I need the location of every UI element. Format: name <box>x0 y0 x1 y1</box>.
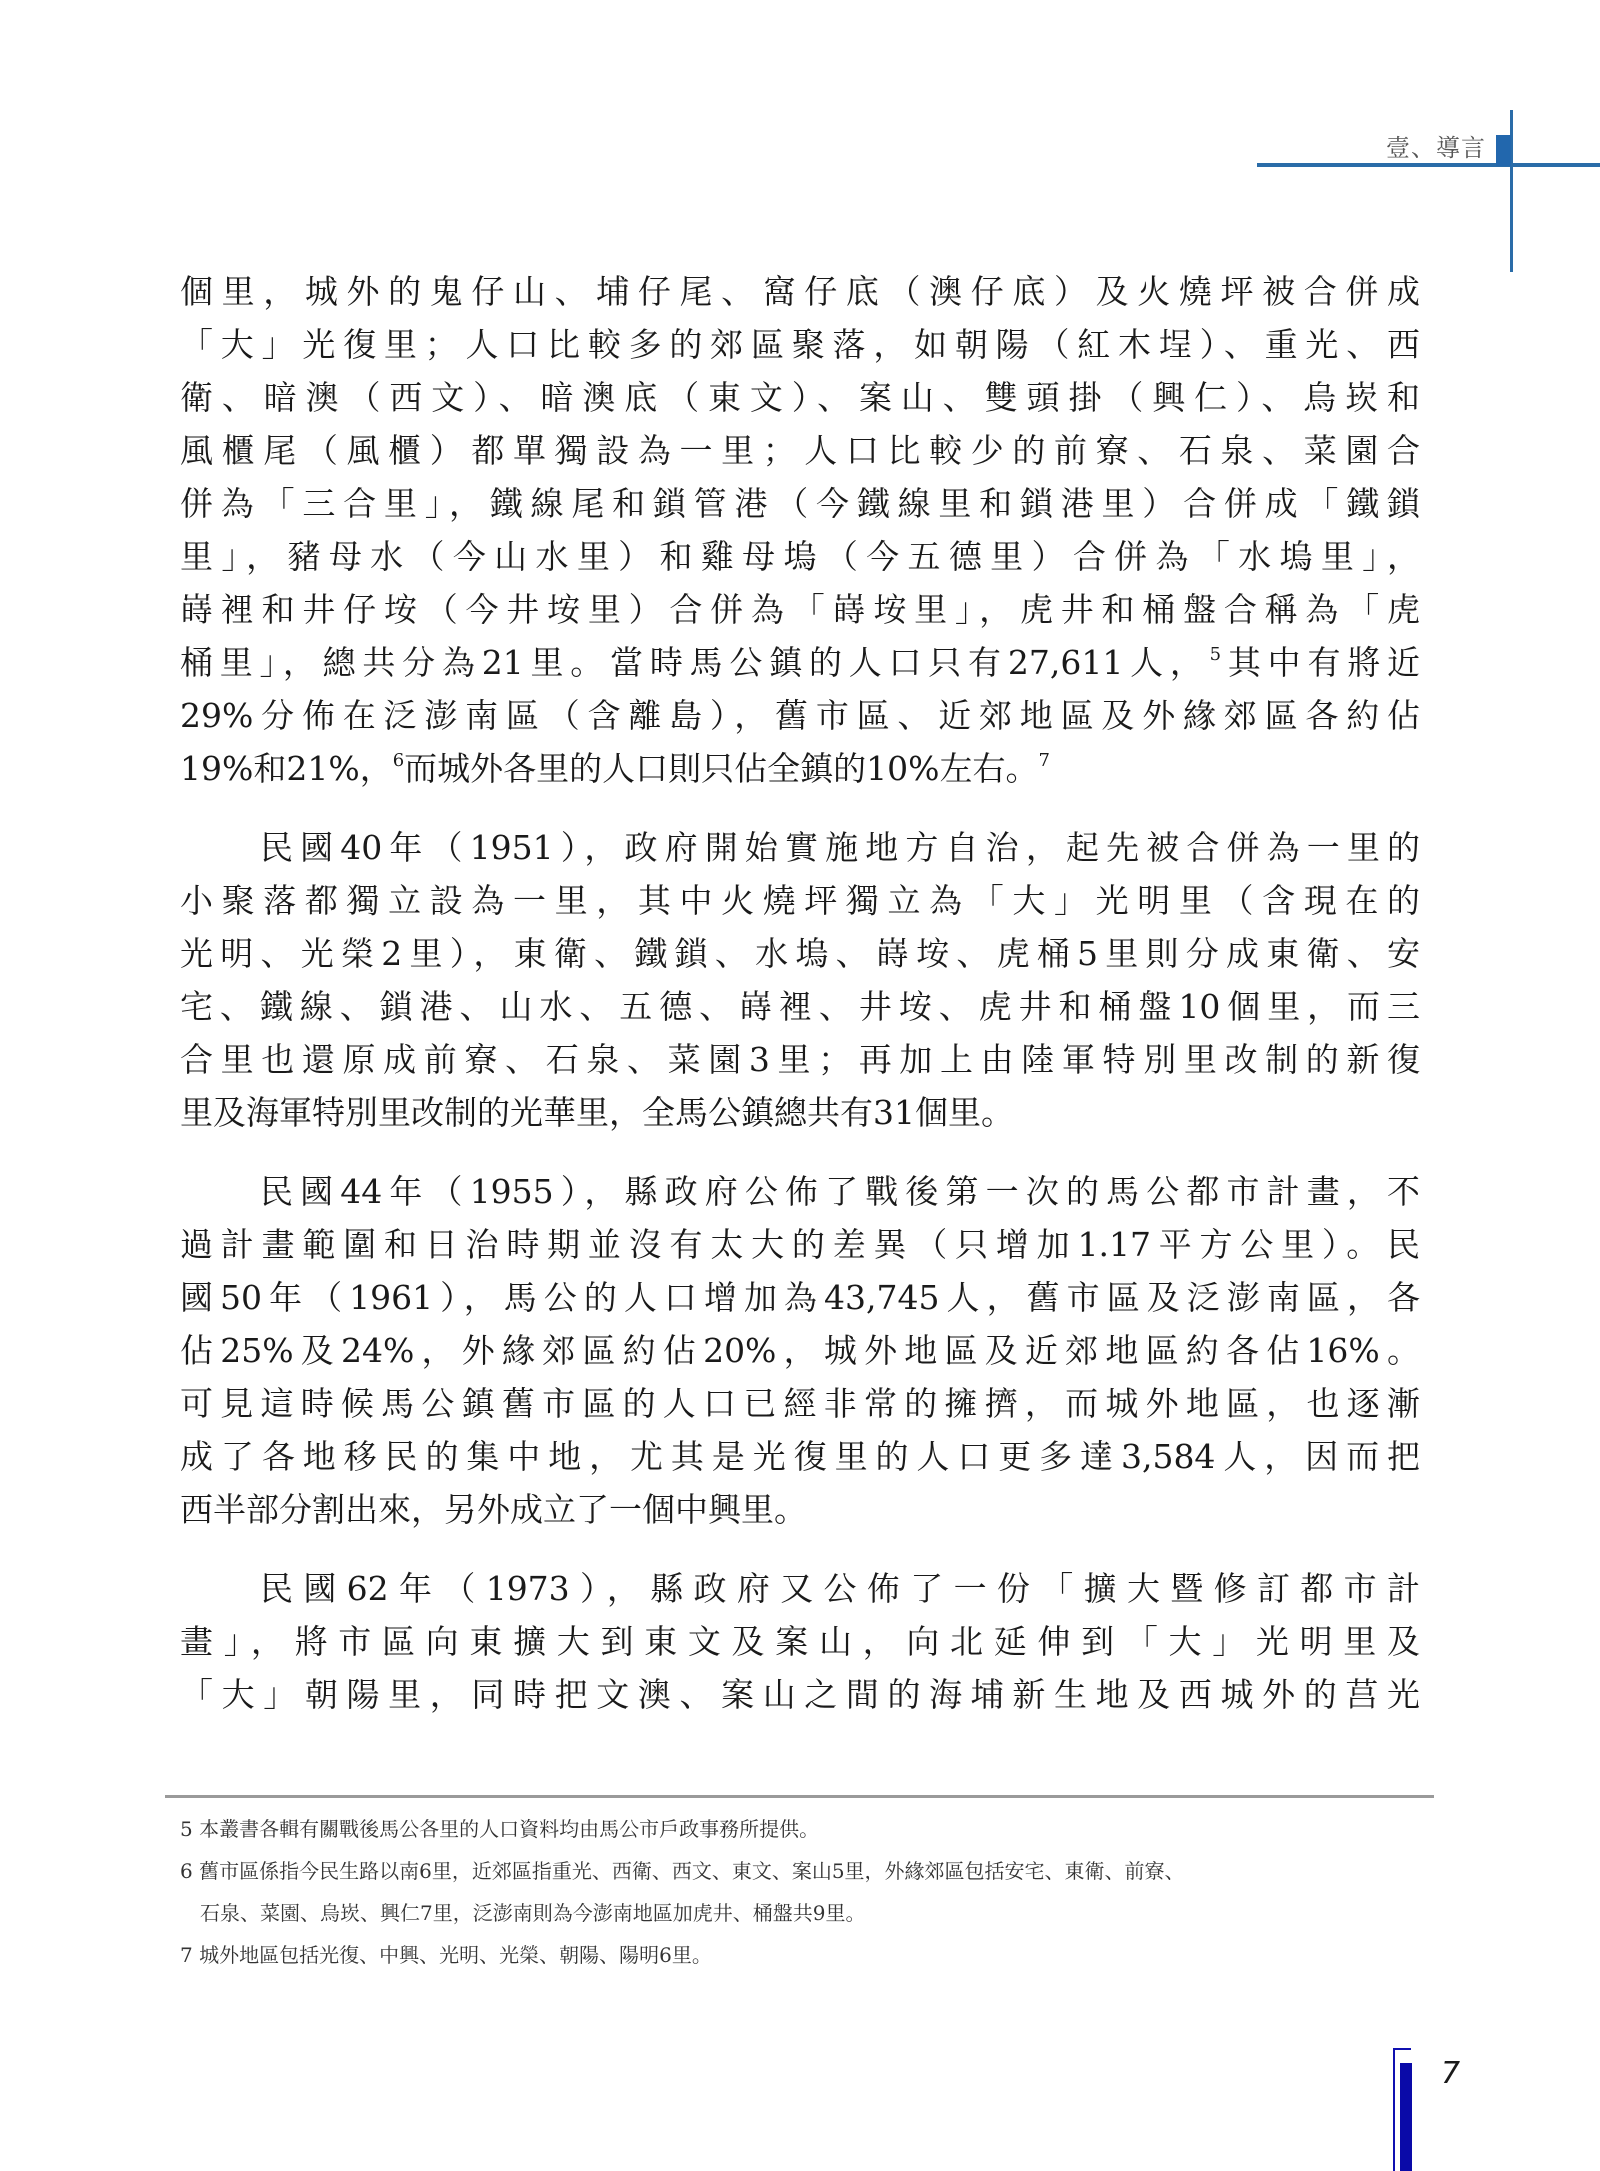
footnote-6-continued: 石泉、菜園、烏崁、興仁7里，泛澎南則為今澎南地區加虎井、桶盤共9里。 <box>200 1901 866 1925</box>
text-segment: 而城外各里的人口則只佔全鎮的10%左右。 <box>404 749 1039 788</box>
text-segment: 其中有將近 <box>1221 643 1421 682</box>
text-line: 「大」光復里；人口比較多的郊區聚落，如朝陽（紅木埕）、重光、西 <box>180 325 1420 364</box>
text-line: 佔25%及24%，外緣郊區約佔20%，城外地區及近郊地區約各佔16%。 <box>180 1331 1420 1370</box>
text-line <box>180 636 1420 689</box>
text-line: 可見這時候馬公鎮舊市區的人口已經非常的擁擠，而城外地區，也逐漸 <box>180 1384 1420 1423</box>
chapter-title: 壹、導言 <box>1386 134 1486 162</box>
footnote-text: 舊市區係指今民生路以南6里，近郊區指重光、西衛、西文、東文、案山5里，外緣郊區包括安宅、東衛、前寮、 <box>199 1859 1185 1883</box>
text-line: 小聚落都獨立設為一里，其中火燒坪獨立為「大」光明里（含現在的 <box>180 881 1420 920</box>
paragraph <box>180 1165 1420 1536</box>
footnote-ref-7[interactable]: 7 <box>1038 750 1050 771</box>
text-line: 光明、光榮2里），東衛、鐵鎖、水塢、嵵垵、虎桶5里則分成東衛、安 <box>180 934 1420 973</box>
text-line: 國50年（1961），馬公的人口增加為43,745人，舊市區及泛澎南區，各 <box>180 1278 1420 1317</box>
page-number: 7 <box>1441 2056 1461 2091</box>
text-line: 29%分佈在泛澎南區（含離島），舊市區、近郊地區及外緣郊區各約佔 <box>180 696 1420 735</box>
text-line: 民國62年（1973），縣政府又公佈了一份「擴大暨修訂都市計 <box>260 1569 1420 1608</box>
footnote-text: 本叢書各輯有關戰後馬公各里的人口資料均由馬公市戶政事務所提供。 <box>199 1817 820 1841</box>
text-line: 併為「三合里」，鐵線尾和鎖管港（今鐵線里和鎖港里）合併成「鐵鎖 <box>180 484 1420 523</box>
header-rule-horizontal <box>1257 163 1600 167</box>
footnote-number: 6 <box>180 1859 193 1883</box>
text-line: 民國40年（1951），政府開始實施地方自治，起先被合併為一里的 <box>260 828 1420 867</box>
footnote-number: 5 <box>180 1817 193 1841</box>
paragraph-spacing <box>180 1536 1420 1562</box>
footnote-text: 城外地區包括光復、中興、光明、光榮、朝陽、陽明6里。 <box>199 1943 712 1967</box>
footnotes <box>180 1808 1440 1976</box>
text-line: 民國44年（1955），縣政府公佈了戰後第一次的馬公都市計畫，不 <box>260 1172 1420 1211</box>
text-line: 畫」，將市區向東擴大到東文及案山，向北延伸到「大」光明里及 <box>180 1622 1420 1661</box>
header-accent-block <box>1496 135 1511 166</box>
text-line <box>180 742 1420 795</box>
footnote-6 <box>180 1850 1440 1892</box>
paragraph <box>180 1562 1420 1721</box>
footnote-number: 7 <box>180 1943 193 1967</box>
paragraph-spacing <box>180 1139 1420 1165</box>
footnote-7 <box>180 1934 1440 1976</box>
footnote-divider <box>165 1795 1434 1798</box>
text-segment: 19%和21%， <box>180 749 393 788</box>
text-segment: 桶里」，總共分為21里。當時馬公鎮的人口只有27,611人， <box>180 643 1210 682</box>
text-line: 里」，豬母水（今山水里）和雞母塢（今五德里）合併為「水塢里」， <box>180 537 1420 576</box>
text-line: 合里也還原成前寮、石泉、菜園3里；再加上由陸軍特別里改制的新復 <box>180 1040 1420 1079</box>
paragraph-spacing <box>180 795 1420 821</box>
text-line: 嵵裡和井仔垵（今井垵里）合併為「嵵垵里」，虎井和桶盤合稱為「虎 <box>180 590 1420 629</box>
footnote-ref-6[interactable]: 6 <box>392 750 405 771</box>
text-line: 宅、鐵線、鎖港、山水、五德、嵵裡、井垵、虎井和桶盤10個里，而三 <box>180 987 1420 1026</box>
footnote-ref-5[interactable]: 5 <box>1209 644 1222 665</box>
text-line: 風櫃尾（風櫃）都單獨設為一里；人口比較少的前寮、石泉、菜園合 <box>180 431 1420 470</box>
text-line: 個里，城外的鬼仔山、埔仔尾、窩仔底（澳仔底）及火燒坪被合併成 <box>180 272 1420 311</box>
body-text <box>180 265 1420 1721</box>
text-line: 西半部分割出來，另外成立了一個中興里。 <box>180 1490 807 1529</box>
paragraph <box>180 821 1420 1139</box>
paragraph <box>180 265 1420 795</box>
page-marker-bar <box>1400 2063 1412 2171</box>
text-line: 成了各地移民的集中地，尤其是光復里的人口更多達3,584人，因而把 <box>180 1437 1420 1476</box>
footnote-5 <box>180 1808 1440 1850</box>
text-line: 里及海軍特別里改制的光華里，全馬公鎮總共有31個里。 <box>180 1093 1014 1132</box>
text-line: 「大」朝陽里，同時把文澳、案山之間的海埔新生地及西城外的莒光 <box>180 1675 1420 1714</box>
text-line: 衛、暗澳（西文）、暗澳底（東文）、案山、雙頭掛（興仁）、烏崁和 <box>180 378 1420 417</box>
text-line: 過計畫範圍和日治時期並沒有太大的差異（只增加1.17平方公里）。民 <box>180 1225 1420 1264</box>
